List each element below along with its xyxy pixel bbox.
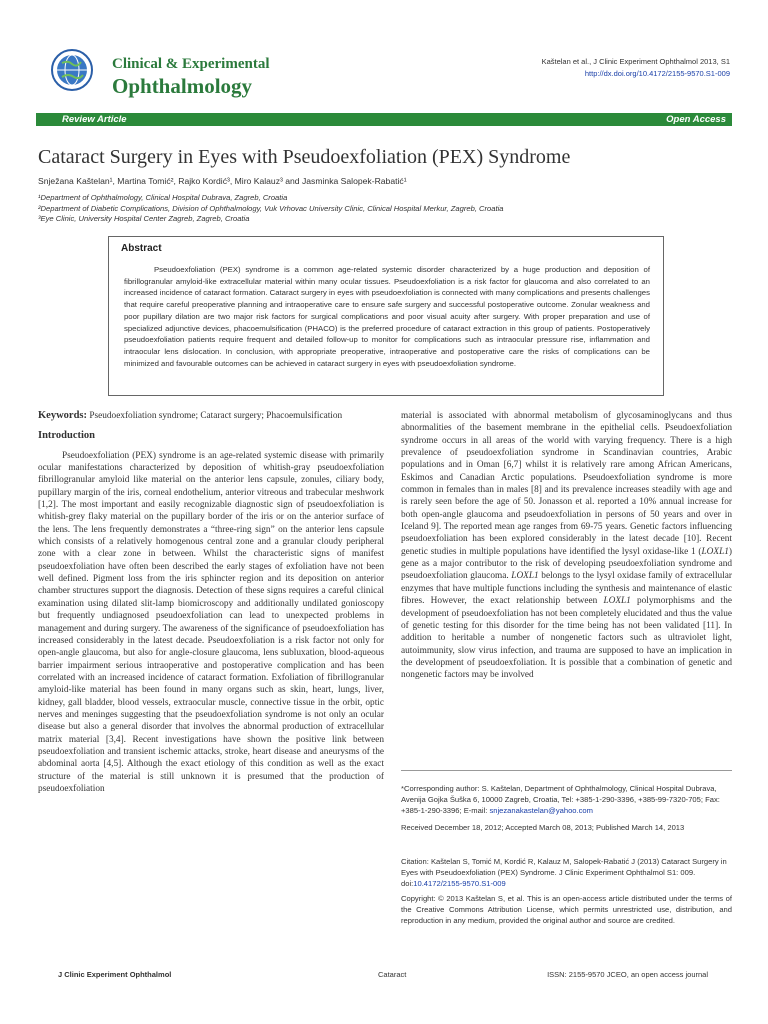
email-link[interactable]: snjezanakastelan@yahoo.com (489, 806, 593, 816)
page-footer (0, 970, 768, 984)
publication-dates: Received December 18, 2012; Accepted March 08, 2013; Published March 14, 2013 (401, 823, 685, 832)
footer-topic: Cataract (378, 970, 407, 979)
journal-name-line1: Clinical & Experimental (112, 56, 270, 72)
footer-journal: J Clinic Experiment Ophthalmol (58, 970, 172, 979)
intro-text-part3: belongs to the lysyl oxidase family of extracellular enzymes that have multiple functions including the synthesis and maintenance of elastic fibres. However, the exact relationship between (401, 571, 732, 607)
copyright-note: Copyright: © 2013 Kaštelan S, et al. This is an open-access article distributed under the terms of the Creative Commons Attribution License, which permits unrestricted use, distribution, and reproduction in any medium, provided the original author and source are credited. (401, 894, 732, 926)
abstract-heading: Abstract (121, 243, 162, 254)
keywords (38, 410, 384, 422)
journal-logo-icon (50, 48, 94, 92)
corresponding-author-note (401, 783, 732, 817)
doi-link[interactable]: http://dx.doi.org/10.4172/2155-9570.S1-009 (584, 69, 730, 78)
affiliation-2: ²Department of Diabetic Complications, Division of Ophthalmology, Vuk Vrhovac University Clinic, Clinical Hospital Merkur, Zagreb, Croatia (38, 203, 504, 213)
keywords-label: Keywords: (38, 410, 87, 421)
introduction-heading: Introduction (38, 430, 95, 442)
affiliations (38, 193, 504, 225)
article-title: Cataract Surgery in Eyes with Pseudoexfoliation (PEX) Syndrome (38, 146, 571, 168)
intro-text-part2: ) gene as a major contributor to the risk of developing pseudoexfoliation syndrome and pseudoexfoliation glaucoma. (401, 546, 732, 582)
citation-line: Kaštelan et al., J Clinic Experiment Ophthalmol 2013, S1 (541, 57, 730, 66)
open-access-label: Open Access (666, 114, 726, 125)
introduction-paragraph: Pseudoexfoliation (PEX) syndrome is an age-related systemic disease with primarily ocular manifestations characterized by deposition of whitish-gray pseudoexfoliation fibrillogranular amyloid like material on the anterior lens capsule, zonules, ciliary body, pupillary margin of the iris, corneal endothelium, anterior vitreous and trabecular meshwork [1,2]. The most important and easily recognizable diagnostic sign of pseudoexfoliation is whitish-grey flaky material on the pupillary border of the iris or on the anterior surface of the lens. The lens frequently demonstrates a “three-ring sign” on the anterior lens capsule which consists of a relatively homogenous central zone and a granular cloudy peripheral zone with a clear zone in between. Whilst the characteristic signs of manifest pseudoexfoliation have often been described the early stages of exfoliation have not been well defined. Pigment loss from the iris sphincter region and its deposition on anterior chamber structures support the diagnosis. Detection of these signs requires a careful clinical examination using dilated slit-lamp biomicroscopy and additionally undilated gonioscopy but frequently undiagnosed pseudoexfoliation can lead to unexpected problems in management and during surgery. The awareness of the significance of pseudoexfoliation has increased considerably in the latest decade. Pseudoexfoliation is a risk factor not only for open-angle glaucoma, but also for angle-closure glaucoma, lens subluxation, blood-aqueous barrier impairment serious intraoperative and postoperative complication and has been correlated with an increased incidence of cataract formation. Exfoliation of fibrillogranular amyloid-like material has been found in many organs such as skin, heart, lungs, liver, kidney, gall bladder, blood vessels, extraocular muscle, connective tissue in the orbit, optic nerves and meninges suggesting that the pseudoexfoliation syndrome is not only an ocular disease but also a general disorder that involves the abnormal production of extracellular matrix material [3,4]. Recent investigations have shown the positive link between pseudoexfoliation and transient ischemic attacks, stroke, heart disease and aneurysms of the abdominal aorta [4,5]. Although the exact etiology of this condition as well as the exact structure of the material is still unknown it is presumed that the production of pseudoexfoliation (38, 450, 384, 794)
gene-name: LOXL1 (511, 571, 539, 582)
article-type-bar (36, 113, 732, 126)
keywords-text: Pseudoexfoliation syndrome; Cataract surgery; Phacoemulsification (89, 411, 343, 421)
header-citation (542, 56, 730, 80)
citation-note (401, 856, 732, 890)
journal-name-line2: Ophthalmology (112, 74, 253, 98)
gene-name: LOXL1 (603, 596, 631, 607)
abstract-text: Pseudoexfoliation (PEX) syndrome is a common age-related systemic disorder characterized by a huge production and deposition of fibrillogranular amyloid-like extracellular material within many ocular tissues. Pseudoexfoliation is a risk factor for glaucoma and also correlated to an increased incidence of cataract formation. Cataract surgery in eyes with pseudoexfoliation is connected with many complications and presents challenges that require careful preoperative planning and intraoperative care to ensure safe surgery and successful postoperative outcome. Zonular weakness and poor pupillary dilation are two major risk factors for surgical complications and poor visual acuity after surgery. With proper preparation and use of specialized adjunctive devices, phacoemulsification (PHACO) is the preferred procedure of cataract extraction in this group of patients. Postoperatively pseudoexfoliation patients require frequent and detailed follow-up to monitor for complications such as intraocular pressure rise, inflammation and intraocular lens dislocation. In conclusion, with appropriate preoperative, intraoperative and postoperative care the risks of complications can be minimized and favourable outcomes can be achieved in cataract surgery in eyes with pseudoexfoliation syndrome. (124, 265, 650, 368)
article-type-label: Review Article (62, 114, 127, 125)
affiliation-1: ¹Department of Ophthalmology, Clinical Hospital Dubrava, Zagreb, Croatia (38, 193, 288, 202)
gene-name: LOXL1 (701, 546, 729, 557)
right-column (401, 410, 732, 682)
citation-text: Citation: Kaštelan S, Tomić M, Kordić R, Kalauz M, Salopek-Rabatić J (2013) Cataract Surgery in Eyes with Pseudoexfoliation (PEX) Syndrome. J Clinic Experiment Ophthalmol S1: 009. doi: (401, 857, 727, 889)
affiliation-3: ³Eye Clinic, University Hospital Center Zagreb, Zagreb, Croatia (38, 214, 250, 223)
intro-text-part4: polymorphisms and the development of pseudoexfoliation has not been completely elucidated and thus the value of genetic testing for this disorder for the time being has not been validated [11]. In addition to heritable a number of nongenetic factors such as ultraviolet light, autoimmunity, slow virus infection, and trauma are supposed to have an implication in the development of pseudoexfoliation. It is possible that a combination of genetic and nongenetic factors may be involved (401, 596, 733, 681)
corresponding-text: *Corresponding author: S. Kaštelan, Department of Ophthalmology, Clinical Hospital Dubrava, Avenija Gojka Šuška 6, 10000 Zagreb, Croatia, Tel: +385-1-290-3396, +385-99-7320-705; Fax: +385-1-290-3396; E-mail: (401, 784, 720, 816)
citation-doi-link[interactable]: 10.4172/2155-9570.S1-009 (413, 879, 506, 889)
introduction-continued (401, 410, 732, 682)
author-list: Snježana Kaštelan¹, Martina Tomić², Rajko Kordić³, Miro Kalauz³ and Jasminka Salopek-Rabatić¹ (38, 176, 407, 186)
footer-issn: ISSN: 2155-9570 JCEO, an open access journal (547, 970, 708, 979)
footnote-divider (401, 770, 732, 771)
intro-text-part1: material is associated with abnormal metabolism of glycosaminoglycans and thus abnormalities of the basement membrane in the epithelial cells. Pseudoexfoliation syndrome occurs in all areas of the world with varying frequency. There is a high prevalence of pseudoexfoliation syndrome in Scandinavian countries, Arabic populations and in Oman [6,7] whilst it is relatively rare among African Americans, Eskimos and Canadian Arctic populations. Pseudoexfoliation syndrome is more common in females than in males [8] and its prevalence increases steadily with age and is rarely seen before the age of 50. Jonasson et al. reported a 10% annual increase for both open-angle glaucoma and pseudoexfoliation in persons of 50 years and over in Iceland 9]. The reported mean age ranges from 69-75 years. Genetic factors influencing pseudoexfoliation has been explored considerably in the latest decade [10]. Recent genetic studies in multiple populations have identified the lysyl oxidase-like 1 ( (401, 411, 732, 557)
abstract-box (108, 236, 664, 396)
left-column (38, 410, 384, 795)
